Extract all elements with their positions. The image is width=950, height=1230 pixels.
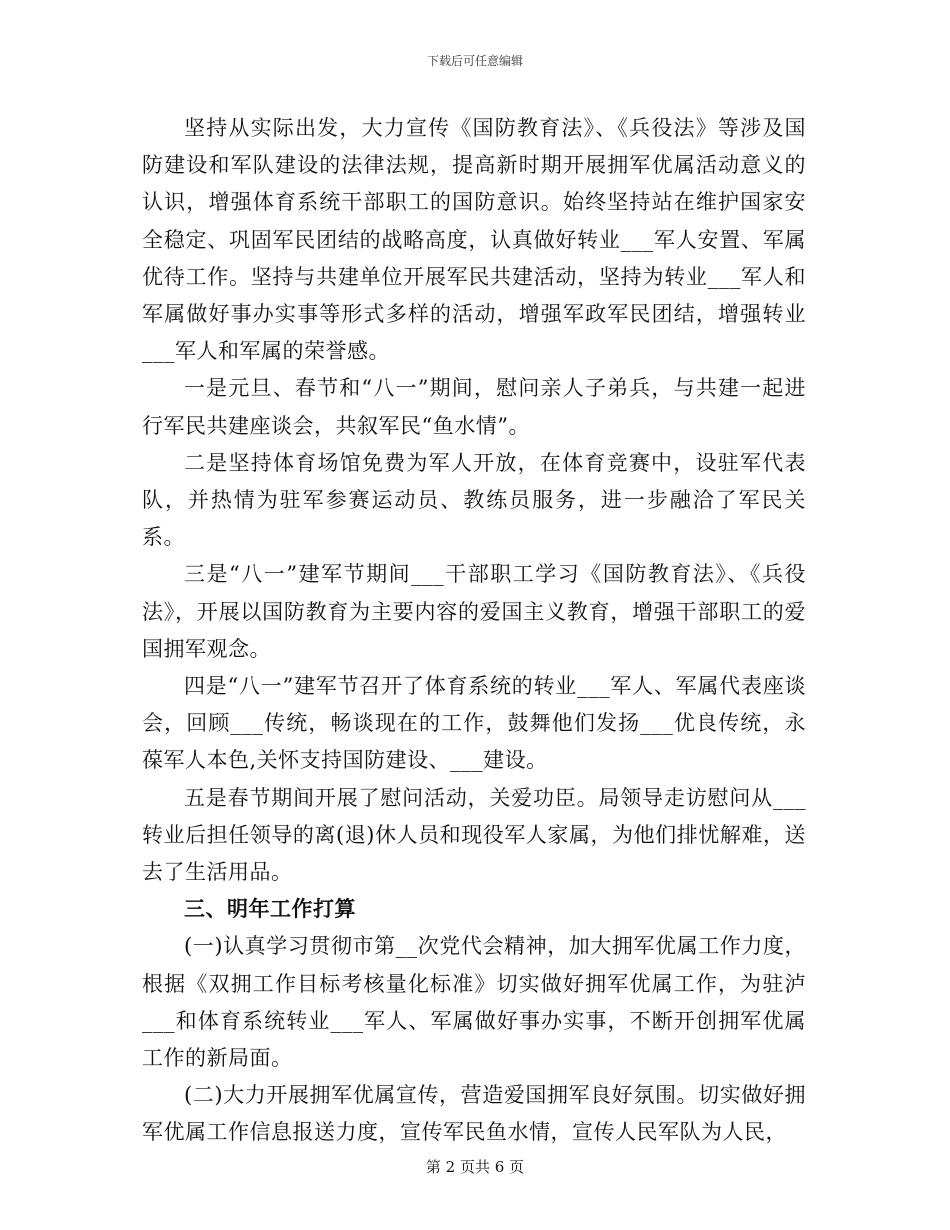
plan-paragraph: (二)大力开展拥军优属宣传，营造爱国拥军良好氛围。切实做好拥军优属工作信息报送力度，宣传军民鱼水情，宣传人民军队为人民，	[142, 1083, 806, 1145]
page-header: 下载后可任意编辑	[426, 54, 523, 68]
body-paragraph: 三是“八一”建军节期间___干部职工学习《国防教育法》、《兵役法》，开展以国防教育为主要内容的爱国主义教育，增强干部职工的爱国拥军观念。	[142, 562, 806, 661]
body-paragraph: 五是春节期间开展了慰问活动，关爱功臣。局领导走访慰问从___转业后担任领导的离(退)休人员和现役军人家属，为他们排忧解难，送去了生活用品。	[142, 785, 806, 885]
body-paragraph: 坚持从实际出发，大力宣传《国防教育法》、《兵役法》等涉及国防建设和军队建设的法律法规，提高新时期开展拥军优属活动意义的认识，增强体育系统干部职工的国防意识。始终坚持站在维护国家安全稳定、巩固军民团结的战略高度，认真做好转业___军人安置、军属优待工作。坚持与共建单位开展军民共建活动，坚持为转业___军人和军属做好事办实事等形式多样的活动，增强军政军民团结，增强转业___军人和军属的荣誉感。	[142, 116, 806, 364]
body-paragraph: 四是“八一”建军节召开了体育系统的转业___军人、军属代表座谈会，回顾___传统，畅谈现在的工作，鼓舞他们发扬___优良传统，永葆军人本色,关怀支持国防建设、___建设。	[142, 674, 806, 773]
body-paragraph: 二是坚持体育场馆免费为军人开放，在体育竞赛中，设驻军代表队，并热情为驻军参赛运动员、教练员服务，进一步融洽了军民关系。	[142, 450, 806, 550]
page-number: 第 2 页共 6 页	[425, 1158, 525, 1176]
section-heading: 三、明年工作打算	[184, 897, 356, 922]
plan-paragraph: (一)认真学习贯彻市第__次党代会精神，加大拥军优属工作力度，根据《双拥工作目标考核量化标准》切实做好拥军优属工作，为驻泸___和体育系统转业___军人、军属做好事办实事，不断开创拥军优属工作的新局面。	[142, 934, 806, 1071]
document-body	[142, 110, 806, 1152]
body-paragraph: 一是元旦、春节和“八一”期间，慰问亲人子弟兵，与共建一起进行军民共建座谈会，共叙军民“鱼水情”。	[142, 376, 806, 438]
